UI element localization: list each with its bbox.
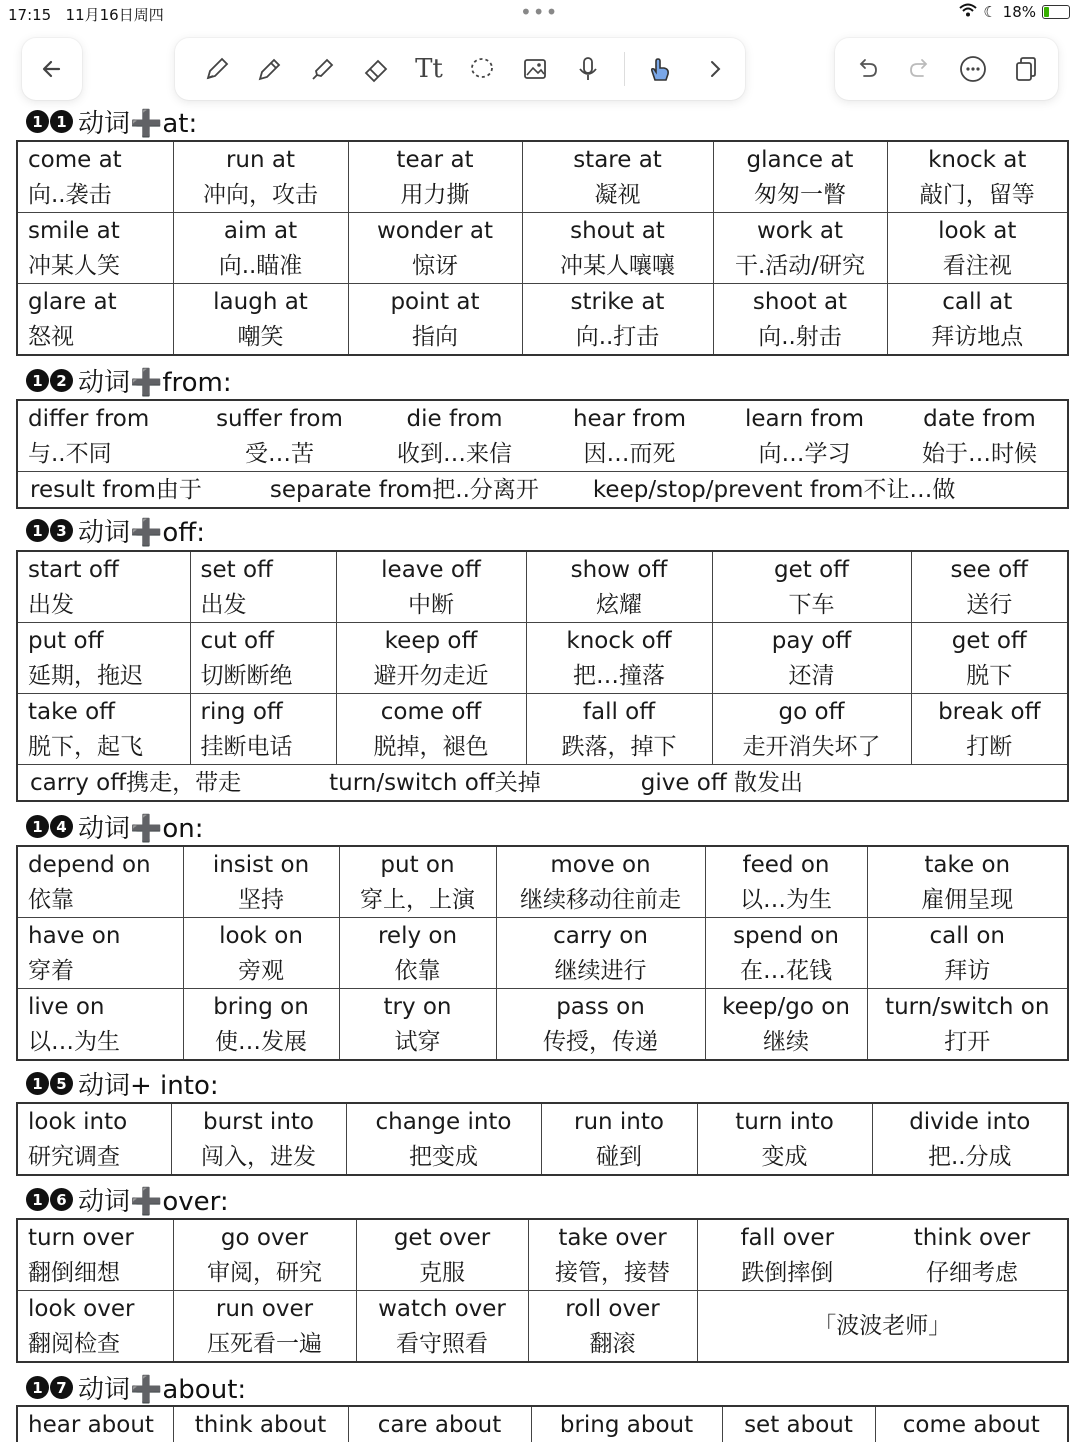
phrase-cell: take off — [17, 694, 190, 730]
table-row — [17, 846, 1068, 882]
meaning-cell: 脱下 — [911, 658, 1068, 694]
table-off — [16, 550, 1069, 802]
phrase-cell: bring on — [183, 989, 339, 1025]
table-row — [17, 1406, 1068, 1442]
phrase-cell: die from — [406, 405, 503, 432]
phrase-cell: rely on — [339, 918, 496, 954]
phrase-cell: take over — [528, 1219, 697, 1255]
table-on — [16, 845, 1069, 1061]
section-number-badge: 1 — [26, 110, 49, 133]
meaning-cell: 炫耀 — [526, 587, 712, 623]
phrase-cell: move on — [496, 846, 705, 882]
meaning-cell: 在…花钱 — [705, 953, 867, 989]
table-row — [17, 694, 1068, 730]
meaning-cell: 延期，拖迟 — [17, 658, 190, 694]
phrase-cell: look at — [887, 213, 1068, 249]
status-time: 17:15 11月16日周四 — [8, 6, 164, 24]
meaning-cell: 看注视 — [887, 248, 1068, 284]
phrase-cell: divide into — [872, 1103, 1068, 1139]
phrase-cell: call at — [887, 284, 1068, 320]
table-into — [16, 1102, 1069, 1176]
image-icon[interactable] — [515, 49, 555, 89]
wifi-icon — [959, 3, 977, 21]
section-number-badge: 1 — [26, 369, 49, 392]
phrase-item: keep/stop/prevent from不让…做 — [592, 476, 956, 503]
meaning-cell: 冲某人嚷嚷 — [522, 248, 713, 284]
table-row — [17, 436, 1068, 472]
table-row — [17, 177, 1068, 213]
phrase-cell: keep/go on — [705, 989, 867, 1025]
phrase-cell: date from — [923, 405, 1036, 432]
meaning-cell: 穿上，上演 — [339, 882, 496, 918]
meaning-cell: 接管，接替 — [528, 1255, 697, 1291]
phrase-cell: start off — [17, 551, 190, 587]
phrase-cell: run over — [173, 1291, 356, 1327]
meaning-cell: 中断 — [336, 587, 526, 623]
meaning-cell: 脱掉，褪色 — [336, 729, 526, 765]
table-row — [17, 765, 1068, 802]
section-number-badge: 3 — [50, 519, 73, 542]
meaning-cell: 出发 — [17, 587, 190, 623]
table-row — [17, 1219, 1068, 1255]
table-row — [17, 989, 1068, 1025]
moon-icon: ☾ — [983, 3, 997, 21]
meaning-cell: 雇佣呈现 — [867, 882, 1068, 918]
phrase-cell: work at — [713, 213, 887, 249]
meaning-cell: 变成 — [697, 1139, 872, 1175]
meaning-cell: 冲向，攻击 — [173, 177, 348, 213]
section-number-badge: 1 — [26, 1188, 49, 1211]
phrase-cell: break off — [911, 694, 1068, 730]
right-toolbar — [835, 38, 1058, 100]
phrase-cell: turn into — [697, 1103, 872, 1139]
phrase-cell: aim at — [173, 213, 348, 249]
redo-icon[interactable] — [900, 49, 940, 89]
phrase-cell: bring about — [531, 1406, 722, 1442]
phrase-cell: feed on — [705, 846, 867, 882]
meaning-cell: 走开消失坏了 — [712, 729, 911, 765]
meaning-cell: 翻倒细想 — [17, 1255, 173, 1291]
meaning-cell: 看守照看 — [356, 1326, 528, 1362]
meaning-cell: 敲门，留等 — [887, 177, 1068, 213]
highlighter-icon[interactable] — [303, 49, 343, 89]
phrase-cell: cut off — [190, 623, 336, 659]
phrase-cell: go off — [712, 694, 911, 730]
section-title-text: 动词➕at: — [78, 109, 198, 139]
back-icon[interactable] — [32, 49, 72, 89]
section-number-badge: 1 — [26, 1376, 49, 1399]
meaning-cell: 向..打击 — [522, 319, 713, 355]
table-from — [16, 399, 1069, 509]
pen-icon[interactable] — [197, 49, 237, 89]
meaning-cell: 跌倒摔倒 — [697, 1255, 877, 1291]
meaning-cell: 向…学习 — [758, 440, 851, 467]
section-number-badge: 4 — [50, 815, 73, 838]
table-row — [17, 248, 1068, 284]
phrase-cell: hear about — [17, 1406, 173, 1442]
phrase-cell: get off — [712, 551, 911, 587]
table-row — [17, 1103, 1068, 1139]
table-about — [16, 1405, 1069, 1442]
meaning-cell: 使…发展 — [183, 1024, 339, 1060]
phrase-item: carry off携走，带走 — [30, 769, 242, 796]
phrase-cell: turn over — [17, 1219, 173, 1255]
meaning-cell: 拜访 — [867, 953, 1068, 989]
meaning-cell: 始于…时候 — [922, 440, 1037, 467]
section-number-badge: 2 — [50, 369, 73, 392]
meaning-cell: 向..袭击 — [17, 177, 173, 213]
meaning-cell: 打断 — [911, 729, 1068, 765]
meaning-cell: 以…为生 — [17, 1024, 183, 1060]
phrase-cell: call on — [867, 918, 1068, 954]
section-number-badge: 5 — [50, 1072, 73, 1095]
meaning-cell: 怒视 — [17, 319, 173, 355]
phrase-cell: show off — [526, 551, 712, 587]
table-row — [17, 141, 1068, 177]
meaning-cell: 向..瞄准 — [173, 248, 348, 284]
section-number-badge: 7 — [50, 1376, 73, 1399]
section-title-at — [26, 103, 197, 140]
microphone-icon[interactable] — [568, 49, 608, 89]
phrase-item: turn/switch off关掉 — [329, 769, 541, 796]
section-title-into — [26, 1065, 219, 1102]
meaning-cell: 继续移动往前走 — [496, 882, 705, 918]
section-number-badge: 1 — [50, 110, 73, 133]
phrase-cell: change into — [346, 1103, 541, 1139]
table-row — [17, 472, 1068, 509]
phrase-cell: suffer from — [216, 405, 343, 432]
table-row — [17, 658, 1068, 694]
meaning-cell: 把变成 — [346, 1139, 541, 1175]
table-row — [17, 213, 1068, 249]
meaning-cell: 闯入，进发 — [171, 1139, 346, 1175]
phrase-item: result from由于 — [30, 476, 202, 503]
meaning-cell: 脱下，起飞 — [17, 729, 190, 765]
more-icon[interactable] — [953, 49, 993, 89]
phrase-cell: see off — [911, 551, 1068, 587]
phrase-cell: pay off — [712, 623, 911, 659]
phrase-cell: ring off — [190, 694, 336, 730]
phrase-cell: knock at — [887, 141, 1068, 177]
table-row — [17, 953, 1068, 989]
meaning-cell: 切断断绝 — [190, 658, 336, 694]
phrase-cell: look over — [17, 1291, 173, 1327]
phrase-cell: carry on — [496, 918, 705, 954]
back-pill — [22, 38, 82, 100]
phrase-cell: burst into — [171, 1103, 346, 1139]
lasso-icon[interactable] — [462, 49, 502, 89]
chevron-right-icon[interactable] — [695, 49, 735, 89]
phrase-cell: come at — [17, 141, 173, 177]
meaning-cell: 避开勿走近 — [336, 658, 526, 694]
phrase-cell: smile at — [17, 213, 173, 249]
toolbar-divider — [624, 52, 625, 86]
phrase-cell: go over — [173, 1219, 356, 1255]
phrase-cell: glare at — [17, 284, 173, 320]
meaning-cell: 压死看一遍 — [173, 1326, 356, 1362]
phrase-cell: set off — [190, 551, 336, 587]
meaning-cell: 打开 — [867, 1024, 1068, 1060]
meaning-cell: 穿着 — [17, 953, 183, 989]
phrase-cell: knock off — [526, 623, 712, 659]
meaning-cell: 把..分成 — [872, 1139, 1068, 1175]
meaning-cell: 用力撕 — [348, 177, 522, 213]
phrase-cell: strike at — [522, 284, 713, 320]
tools-toolbar — [175, 38, 745, 100]
meaning-cell: 把…撞落 — [526, 658, 712, 694]
phrase-item: separate from把..分离开 — [269, 476, 539, 503]
phrase-cell: keep off — [336, 623, 526, 659]
meaning-cell: 拜访地点 — [887, 319, 1068, 355]
table-over — [16, 1218, 1069, 1363]
phrase-cell: watch over — [356, 1291, 528, 1327]
section-number-badge: 6 — [50, 1188, 73, 1211]
phrase-line — [17, 472, 1068, 509]
phrase-cell: have on — [17, 918, 183, 954]
phrase-cell: put on — [339, 846, 496, 882]
meaning-cell: 下车 — [712, 587, 911, 623]
section-title-text: 动词➕about: — [78, 1375, 247, 1405]
multitasking-dots-icon[interactable]: ••• — [520, 0, 559, 24]
battery-icon — [1042, 5, 1070, 19]
phrase-cell: shout at — [522, 213, 713, 249]
table-row — [17, 400, 1068, 436]
phrase-cell: run into — [541, 1103, 697, 1139]
meaning-cell: 匆匆一瞥 — [713, 177, 887, 213]
phrase-cell: point at — [348, 284, 522, 320]
status-bar — [0, 0, 1080, 26]
phrase-cell: spend on — [705, 918, 867, 954]
table-row — [17, 918, 1068, 954]
phrase-cell: come off — [336, 694, 526, 730]
meaning-cell: 出发 — [190, 587, 336, 623]
table-row — [17, 1139, 1068, 1175]
meaning-cell: 送行 — [911, 587, 1068, 623]
phrase-cell: look on — [183, 918, 339, 954]
table-row — [17, 1024, 1068, 1060]
status-right — [959, 3, 1070, 21]
table-row — [17, 1291, 1068, 1327]
table-row — [17, 319, 1068, 355]
meaning-cell: 还清 — [712, 658, 911, 694]
meaning-cell: 坚持 — [183, 882, 339, 918]
section-title-off — [26, 512, 205, 549]
meaning-cell: 继续 — [705, 1024, 867, 1060]
hand-touch-icon[interactable] — [640, 49, 680, 89]
meaning-cell: 传授，传递 — [496, 1024, 705, 1060]
phrase-cell: pass on — [496, 989, 705, 1025]
phrase-cell: look into — [17, 1103, 171, 1139]
phrase-cell: glance at — [713, 141, 887, 177]
section-title-text: 动词➕on: — [78, 814, 204, 844]
phrase-cell: live on — [17, 989, 183, 1025]
signature-text: 「波波老师」 — [697, 1291, 1068, 1363]
table-at — [16, 140, 1069, 356]
table-row — [17, 1255, 1068, 1291]
eraser-icon[interactable] — [356, 49, 396, 89]
battery-percent: 18% — [1002, 3, 1036, 21]
phrase-cell: roll over — [528, 1291, 697, 1327]
phrase-cell: leave off — [336, 551, 526, 587]
section-title-text: 动词➕off: — [78, 518, 205, 548]
table-row — [17, 882, 1068, 918]
phrase-cell: fall off — [526, 694, 712, 730]
pencil-icon[interactable] — [250, 49, 290, 89]
phrase-cell: learn from — [744, 405, 865, 432]
meaning-cell: 仔细考虑 — [877, 1255, 1068, 1291]
phrase-cell: think over — [877, 1219, 1068, 1255]
meaning-cell: 依靠 — [17, 882, 183, 918]
table-row — [17, 729, 1068, 765]
section-number-badge: 1 — [26, 1072, 49, 1095]
phrase-cell: laugh at — [173, 284, 348, 320]
phrase-cell: get over — [356, 1219, 528, 1255]
meaning-cell: 挂断电话 — [190, 729, 336, 765]
meaning-cell: 冲某人笑 — [17, 248, 173, 284]
meaning-cell: 研究调查 — [17, 1139, 171, 1175]
table-row — [17, 587, 1068, 623]
meaning-cell: 与..不同 — [28, 440, 112, 467]
phrase-cell: tear at — [348, 141, 522, 177]
phrase-item: give off 散发出 — [640, 769, 804, 796]
table-row — [17, 623, 1068, 659]
phrase-cell: try on — [339, 989, 496, 1025]
meaning-cell: 碰到 — [541, 1139, 697, 1175]
phrase-cell: take on — [867, 846, 1068, 882]
meaning-cell: 受…苦 — [245, 440, 314, 467]
meaning-cell: 嘲笑 — [173, 319, 348, 355]
phrase-cell: hear from — [572, 405, 687, 432]
meaning-cell: 翻阅检查 — [17, 1326, 173, 1362]
meaning-cell: 试穿 — [339, 1024, 496, 1060]
section-title-about — [26, 1369, 246, 1406]
phrase-cell: come about — [875, 1406, 1068, 1442]
section-number-badge: 1 — [26, 815, 49, 838]
phrase-cell: stare at — [522, 141, 713, 177]
meaning-cell: 克服 — [356, 1255, 528, 1291]
pages-icon[interactable] — [1006, 49, 1046, 89]
text-icon[interactable]: Tt — [415, 54, 443, 84]
table-row — [17, 284, 1068, 320]
phrase-cell: put off — [17, 623, 190, 659]
phrase-cell: think about — [173, 1406, 348, 1442]
phrase-cell: fall over — [697, 1219, 877, 1255]
meaning-cell: 审阅，研究 — [173, 1255, 356, 1291]
undo-icon[interactable] — [847, 49, 887, 89]
section-title-over — [26, 1181, 229, 1218]
section-title-on — [26, 808, 204, 845]
table-row — [17, 551, 1068, 587]
meaning-cell: 干.活动/研究 — [713, 248, 887, 284]
phrase-cell: turn/switch on — [867, 989, 1068, 1025]
meaning-cell: 向..射击 — [713, 319, 887, 355]
phrase-cell: run at — [173, 141, 348, 177]
meaning-cell: 因…而死 — [583, 440, 676, 467]
phrase-cell: insist on — [183, 846, 339, 882]
section-title-text: 动词+ into: — [78, 1071, 219, 1101]
meaning-cell: 继续进行 — [496, 953, 705, 989]
meaning-cell: 凝视 — [522, 177, 713, 213]
phrase-cell: depend on — [17, 846, 183, 882]
meaning-cell: 旁观 — [183, 953, 339, 989]
meaning-cell: 跌落，掉下 — [526, 729, 712, 765]
meaning-cell: 收到…来信 — [397, 440, 512, 467]
phrase-cell: wonder at — [348, 213, 522, 249]
phrase-line — [17, 765, 1068, 802]
phrase-cell: set about — [722, 1406, 875, 1442]
meaning-cell: 翻滚 — [528, 1326, 697, 1362]
phrase-cell: differ from — [28, 405, 150, 432]
phrase-cell: care about — [348, 1406, 531, 1442]
meaning-cell: 惊讶 — [348, 248, 522, 284]
section-title-text: 动词➕from: — [78, 368, 232, 398]
phrase-cell: get off — [911, 623, 1068, 659]
section-number-badge: 1 — [26, 519, 49, 542]
meaning-cell: 以…为生 — [705, 882, 867, 918]
phrase-cell: shoot at — [713, 284, 887, 320]
section-title-text: 动词➕over: — [78, 1187, 229, 1217]
section-title-from — [26, 362, 232, 399]
meaning-cell: 指向 — [348, 319, 522, 355]
meaning-cell: 依靠 — [339, 953, 496, 989]
